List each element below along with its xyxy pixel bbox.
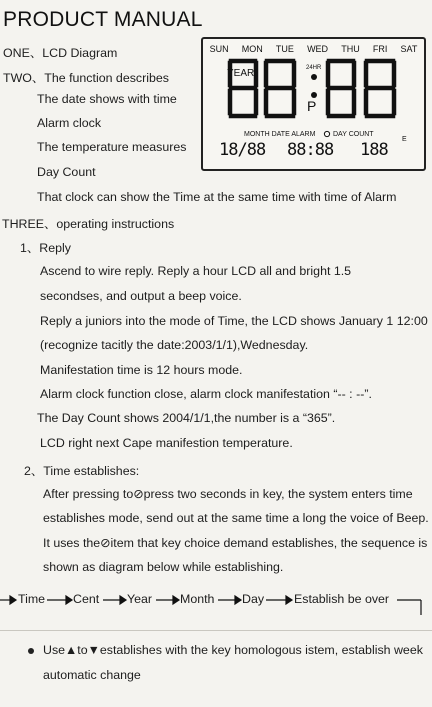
establish-line: After pressing to⊘press two seconds in key, the system enters time: [43, 487, 413, 501]
weekday-label: FRI: [372, 44, 388, 54]
function-item: The date shows with time: [37, 92, 177, 106]
section-divider: [0, 630, 432, 631]
reply-heading: 1、Reply: [20, 241, 71, 255]
reply-line: (recognize tacitly the date:2003/1/1),Wednesday.: [40, 338, 309, 352]
bullet-dot-icon: [28, 648, 34, 654]
lcd-colon: [311, 74, 317, 98]
function-item: Day Count: [37, 165, 96, 179]
sequence-step: Month: [180, 592, 215, 606]
reply-line: secondses, and output a beep voice.: [40, 289, 242, 303]
page-title: PRODUCT MANUAL: [3, 8, 203, 31]
lcd-bottom-count: 188: [360, 140, 388, 160]
count-labels: MONTH DATE ALARM: [244, 131, 316, 138]
reply-line: Reply a juniors into the mode of Time, the LCD shows January 1 12:00: [40, 314, 428, 328]
establish-line: It uses the⊘item that key choice demand establishes, the sequence is: [43, 536, 428, 550]
sequence-step: Establish be over: [294, 592, 390, 606]
reply-line: LCD right next Cape manifestion temperature.: [40, 436, 293, 450]
weekday-label: SAT: [400, 44, 418, 54]
hr-label: 24HR: [306, 65, 322, 71]
lcd-digit: [230, 61, 256, 116]
establish-heading: 2、Time establishes:: [24, 464, 140, 478]
section-three-heading: THREE、operating instructions: [2, 217, 175, 231]
weekday-label: SUN: [209, 44, 229, 54]
establish-line: establishes mode, send out at the same time a long the voice of Beep.: [43, 511, 429, 525]
section-one-heading: ONE、LCD Diagram: [3, 46, 118, 60]
function-item: The temperature measures: [37, 140, 187, 154]
sequence-step: Cent: [73, 592, 100, 606]
function-item: Alarm clock: [37, 116, 102, 130]
lcd-digit: [266, 61, 294, 116]
reply-line: Ascend to wire reply. Reply a hour LCD all and bright 1.5: [40, 264, 352, 278]
bullet-line: automatic change: [43, 668, 141, 682]
weekday-label: WED: [307, 44, 329, 54]
alarm-note: That clock can show the Time at the same time with time of Alarm: [37, 190, 397, 204]
lcd-digit: [328, 61, 354, 116]
reply-line: The Day Count shows 2004/1/1,the number is a “365”.: [37, 411, 336, 425]
day-count-label: DAY COUNT: [333, 131, 374, 138]
lcd-diagram: [201, 37, 426, 171]
establish-line: shown as diagram below while establishing.: [43, 560, 284, 574]
year-label: YEAR: [227, 68, 255, 79]
establish-sequence: [0, 588, 432, 618]
section-two-heading: TWO、The function describes: [3, 71, 169, 85]
weekday-label: THU: [341, 44, 360, 54]
sequence-step: Time: [18, 592, 46, 606]
reply-line: Alarm clock function close, alarm clock manifestation “-- : --”.: [40, 387, 372, 401]
lcd-digit: [366, 61, 394, 116]
alarm-bell-icon: [324, 131, 329, 136]
bullet-line: Use▲to▼establishes with the key homologous istem, establish week: [43, 643, 423, 657]
sequence-step: Year: [127, 592, 153, 606]
sequence-step: Day: [242, 592, 265, 606]
weekday-label: TUE: [275, 44, 294, 54]
lcd-bottom-time: 88:88: [287, 140, 334, 160]
pm-label: P: [307, 98, 317, 114]
lcd-bottom-date: 18/88: [219, 140, 266, 160]
weekday-label: MON: [241, 44, 263, 54]
temp-unit: E: [402, 136, 407, 143]
reply-line: Manifestation time is 12 hours mode.: [40, 363, 243, 377]
lcd-big-digits: [203, 39, 424, 169]
